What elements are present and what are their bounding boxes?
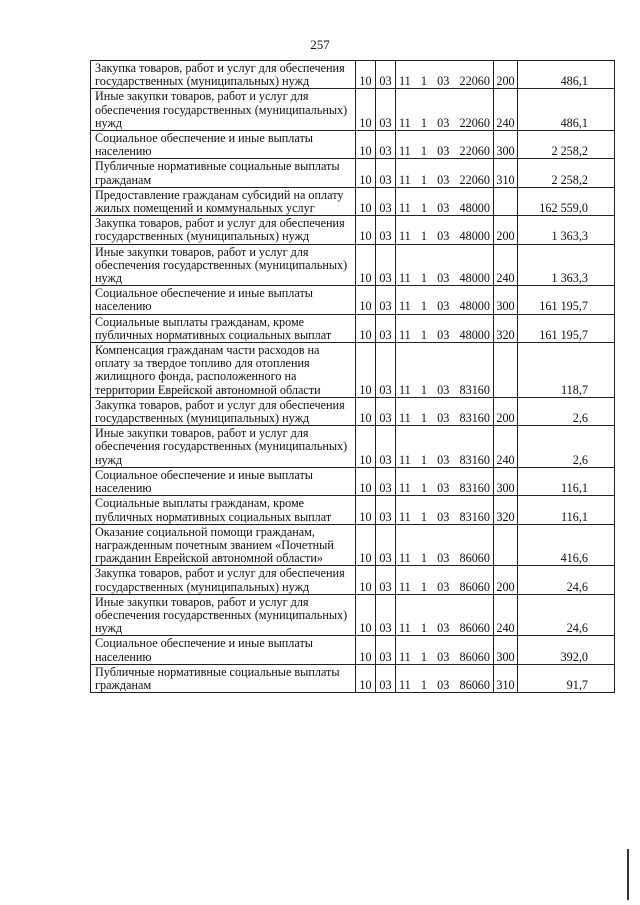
table-row xyxy=(91,594,615,636)
expense-name: Закупка товаров, работ и услуг для обеспечения государственных (муниципальных) нужд xyxy=(91,566,356,594)
target-article-parts xyxy=(399,454,491,467)
amount-value: 1 363,3 xyxy=(518,244,615,286)
subsection-code: 03 xyxy=(376,566,396,594)
table-row xyxy=(91,286,615,314)
section-code: 10 xyxy=(356,343,376,398)
target-article-parts xyxy=(399,145,491,158)
amount-value: 162 559,0 xyxy=(518,187,615,215)
target-article-part: 11 xyxy=(399,201,411,216)
target-article-parts xyxy=(399,511,491,524)
subsection-code: 03 xyxy=(376,496,396,524)
expense-type-code xyxy=(494,343,518,398)
amount-value: 486,1 xyxy=(518,89,615,131)
target-article-part: 1 xyxy=(420,229,427,244)
target-article-part: 03 xyxy=(437,649,450,664)
table-row xyxy=(91,467,615,495)
section-code: 10 xyxy=(356,216,376,244)
target-article-part: 03 xyxy=(437,229,450,244)
expense-type-code: 300 xyxy=(494,286,518,314)
expense-type-code: 320 xyxy=(494,496,518,524)
target-article-parts xyxy=(399,679,491,692)
target-article-part: 03 xyxy=(437,481,450,496)
table-row xyxy=(91,343,615,398)
target-article-code xyxy=(396,159,494,187)
target-article-part: 03 xyxy=(437,327,450,342)
table-row xyxy=(91,426,615,468)
target-article-part: 1 xyxy=(420,677,427,692)
target-article-part: 1 xyxy=(420,649,427,664)
target-article-part: 22060 xyxy=(459,115,490,130)
target-article-part: 1 xyxy=(420,299,427,314)
section-code: 10 xyxy=(356,524,376,566)
target-article-part: 11 xyxy=(399,172,411,187)
budget-table xyxy=(90,60,615,693)
target-article-part: 03 xyxy=(437,299,450,314)
subsection-code: 03 xyxy=(376,244,396,286)
subsection-code: 03 xyxy=(376,636,396,664)
table-row xyxy=(91,566,615,594)
target-article-code xyxy=(396,343,494,398)
expense-name: Социальные выплаты гражданам, кроме публичных нормативных социальных выплат xyxy=(91,496,356,524)
target-article-code xyxy=(396,594,494,636)
subsection-code: 03 xyxy=(376,343,396,398)
target-article-part: 1 xyxy=(420,411,427,426)
expense-name: Компенсация гражданам части расходов на оплату за твердое топливо для отопления жилищного фонда, расположенного на территории Еврейской автономной области xyxy=(91,343,356,398)
section-code: 10 xyxy=(356,159,376,187)
amount-value: 91,7 xyxy=(518,664,615,692)
target-article-part: 1 xyxy=(420,115,427,130)
amount-value: 116,1 xyxy=(518,467,615,495)
expense-type-code: 240 xyxy=(494,89,518,131)
target-article-code xyxy=(396,467,494,495)
target-article-part: 03 xyxy=(437,144,450,159)
budget-table-body xyxy=(91,61,615,693)
target-article-code xyxy=(396,61,494,89)
expense-name: Иные закупки товаров, работ и услуг для обеспечения государственных (муниципальных) нужд xyxy=(91,244,356,286)
target-article-part: 86060 xyxy=(459,579,490,594)
target-article-part: 1 xyxy=(420,327,427,342)
target-article-code xyxy=(396,89,494,131)
expense-type-code: 200 xyxy=(494,61,518,89)
amount-value: 24,6 xyxy=(518,594,615,636)
target-article-parts xyxy=(399,300,491,313)
amount-value: 2,6 xyxy=(518,397,615,425)
amount-value: 2,6 xyxy=(518,426,615,468)
expense-name: Иные закупки товаров, работ и услуг для обеспечения государственных (муниципальных) нужд xyxy=(91,594,356,636)
target-article-code xyxy=(396,426,494,468)
target-article-parts xyxy=(399,482,491,495)
page-number: 257 xyxy=(310,37,330,52)
target-article-code xyxy=(396,496,494,524)
target-article-part: 48000 xyxy=(459,327,490,342)
target-article-part: 03 xyxy=(437,677,450,692)
target-article-part: 1 xyxy=(420,172,427,187)
table-row xyxy=(91,636,615,664)
target-article-parts xyxy=(399,384,491,397)
section-code: 10 xyxy=(356,286,376,314)
expense-type-code: 300 xyxy=(494,467,518,495)
amount-value: 392,0 xyxy=(518,636,615,664)
subsection-code: 03 xyxy=(376,314,396,342)
target-article-part: 86060 xyxy=(459,677,490,692)
expense-name: Социальное обеспечение и иные выплаты населению xyxy=(91,286,356,314)
target-article-part: 22060 xyxy=(459,74,490,89)
table-row xyxy=(91,397,615,425)
subsection-code: 03 xyxy=(376,467,396,495)
subsection-code: 03 xyxy=(376,286,396,314)
table-row xyxy=(91,664,615,692)
amount-value: 416,6 xyxy=(518,524,615,566)
section-code: 10 xyxy=(356,131,376,159)
target-article-part: 03 xyxy=(437,271,450,286)
subsection-code: 03 xyxy=(376,216,396,244)
target-article-part: 86060 xyxy=(459,621,490,636)
target-article-part: 1 xyxy=(420,509,427,524)
subsection-code: 03 xyxy=(376,397,396,425)
target-article-part: 03 xyxy=(437,551,450,566)
target-article-part: 1 xyxy=(420,201,427,216)
target-article-part: 11 xyxy=(399,299,411,314)
expense-name: Социальное обеспечение и иные выплаты населению xyxy=(91,131,356,159)
subsection-code: 03 xyxy=(376,664,396,692)
target-article-code xyxy=(396,286,494,314)
target-article-part: 48000 xyxy=(459,271,490,286)
expense-name: Социальные выплаты гражданам, кроме публичных нормативных социальных выплат xyxy=(91,314,356,342)
target-article-part: 1 xyxy=(420,621,427,636)
target-article-part: 11 xyxy=(399,509,411,524)
target-article-part: 1 xyxy=(420,382,427,397)
subsection-code: 03 xyxy=(376,159,396,187)
amount-value: 24,6 xyxy=(518,566,615,594)
expense-name: Закупка товаров, работ и услуг для обеспечения государственных (муниципальных) нужд xyxy=(91,397,356,425)
target-article-part: 11 xyxy=(399,74,411,89)
section-code: 10 xyxy=(356,187,376,215)
target-article-code xyxy=(396,314,494,342)
target-article-part: 1 xyxy=(420,271,427,286)
target-article-part: 22060 xyxy=(459,144,490,159)
target-article-parts xyxy=(399,581,491,594)
target-article-part: 03 xyxy=(437,74,450,89)
expense-type-code: 200 xyxy=(494,216,518,244)
target-article-part: 11 xyxy=(399,411,411,426)
target-article-part: 48000 xyxy=(459,201,490,216)
target-article-part: 86060 xyxy=(459,551,490,566)
target-article-part: 83160 xyxy=(459,411,490,426)
target-article-part: 1 xyxy=(420,74,427,89)
expense-type-code xyxy=(494,187,518,215)
expense-name: Закупка товаров, работ и услуг для обеспечения государственных (муниципальных) нужд xyxy=(91,216,356,244)
target-article-part: 83160 xyxy=(459,382,490,397)
amount-value: 486,1 xyxy=(518,61,615,89)
table-row xyxy=(91,496,615,524)
target-article-code xyxy=(396,566,494,594)
expense-type-code: 300 xyxy=(494,131,518,159)
table-row xyxy=(91,89,615,131)
expense-name: Закупка товаров, работ и услуг для обеспечения государственных (муниципальных) нужд xyxy=(91,61,356,89)
table-row xyxy=(91,61,615,89)
target-article-parts xyxy=(399,552,491,565)
target-article-part: 11 xyxy=(399,382,411,397)
section-code: 10 xyxy=(356,89,376,131)
amount-value: 118,7 xyxy=(518,343,615,398)
target-article-part: 83160 xyxy=(459,452,490,467)
expense-type-code: 240 xyxy=(494,594,518,636)
target-article-part: 48000 xyxy=(459,229,490,244)
table-row xyxy=(91,524,615,566)
section-code: 10 xyxy=(356,594,376,636)
expense-type-code xyxy=(494,524,518,566)
target-article-part: 03 xyxy=(437,621,450,636)
section-code: 10 xyxy=(356,566,376,594)
amount-value: 161 195,7 xyxy=(518,286,615,314)
table-row xyxy=(91,244,615,286)
section-code: 10 xyxy=(356,314,376,342)
target-article-part: 03 xyxy=(437,579,450,594)
target-article-part: 11 xyxy=(399,621,411,636)
target-article-part: 03 xyxy=(437,411,450,426)
section-code: 10 xyxy=(356,244,376,286)
target-article-part: 11 xyxy=(399,229,411,244)
section-code: 10 xyxy=(356,664,376,692)
target-article-part: 11 xyxy=(399,649,411,664)
expense-type-code: 300 xyxy=(494,636,518,664)
expense-name: Публичные нормативные социальные выплаты гражданам xyxy=(91,159,356,187)
target-article-part: 11 xyxy=(399,452,411,467)
expense-type-code: 240 xyxy=(494,244,518,286)
target-article-part: 1 xyxy=(420,481,427,496)
expense-type-code: 200 xyxy=(494,397,518,425)
amount-value: 2 258,2 xyxy=(518,131,615,159)
subsection-code: 03 xyxy=(376,61,396,89)
subsection-code: 03 xyxy=(376,187,396,215)
subsection-code: 03 xyxy=(376,89,396,131)
target-article-parts xyxy=(399,117,491,130)
target-article-part: 1 xyxy=(420,579,427,594)
target-article-code xyxy=(396,397,494,425)
target-article-code xyxy=(396,187,494,215)
expense-name: Иные закупки товаров, работ и услуг для обеспечения государственных (муниципальных) нужд xyxy=(91,89,356,131)
target-article-part: 03 xyxy=(437,382,450,397)
expense-name: Публичные нормативные социальные выплаты гражданам xyxy=(91,664,356,692)
amount-value: 116,1 xyxy=(518,496,615,524)
expense-type-code: 310 xyxy=(494,664,518,692)
target-article-code xyxy=(396,636,494,664)
expense-name: Иные закупки товаров, работ и услуг для обеспечения государственных (муниципальных) нужд xyxy=(91,426,356,468)
expense-name: Социальное обеспечение и иные выплаты населению xyxy=(91,636,356,664)
expense-name: Предоставление гражданам субсидий на оплату жилых помещений и коммунальных услуг xyxy=(91,187,356,215)
target-article-code xyxy=(396,216,494,244)
table-row xyxy=(91,131,615,159)
target-article-parts xyxy=(399,202,491,215)
target-article-part: 1 xyxy=(420,551,427,566)
margin-mark xyxy=(627,849,629,900)
target-article-part: 03 xyxy=(437,115,450,130)
section-code: 10 xyxy=(356,397,376,425)
target-article-parts xyxy=(399,75,491,88)
section-code: 10 xyxy=(356,61,376,89)
amount-value: 2 258,2 xyxy=(518,159,615,187)
target-article-code xyxy=(396,524,494,566)
target-article-part: 11 xyxy=(399,551,411,566)
target-article-part: 03 xyxy=(437,509,450,524)
target-article-parts xyxy=(399,651,491,664)
target-article-part: 11 xyxy=(399,579,411,594)
target-article-part: 1 xyxy=(420,144,427,159)
subsection-code: 03 xyxy=(376,426,396,468)
target-article-code xyxy=(396,131,494,159)
target-article-parts xyxy=(399,272,491,285)
target-article-parts xyxy=(399,622,491,635)
table-row xyxy=(91,159,615,187)
expense-name: Социальное обеспечение и иные выплаты населению xyxy=(91,467,356,495)
target-article-parts xyxy=(399,412,491,425)
table-row xyxy=(91,187,615,215)
section-code: 10 xyxy=(356,636,376,664)
subsection-code: 03 xyxy=(376,131,396,159)
target-article-parts xyxy=(399,174,491,187)
section-code: 10 xyxy=(356,467,376,495)
amount-value: 161 195,7 xyxy=(518,314,615,342)
subsection-code: 03 xyxy=(376,594,396,636)
table-row xyxy=(91,314,615,342)
target-article-part: 11 xyxy=(399,481,411,496)
expense-type-code: 320 xyxy=(494,314,518,342)
target-article-part: 11 xyxy=(399,144,411,159)
target-article-part: 11 xyxy=(399,327,411,342)
target-article-part: 48000 xyxy=(459,299,490,314)
expense-name: Оказание социальной помощи гражданам, награжденным почетным званием «Почетный гражданин Еврейской автономной области» xyxy=(91,524,356,566)
target-article-parts xyxy=(399,329,491,342)
expense-type-code: 240 xyxy=(494,426,518,468)
section-code: 10 xyxy=(356,426,376,468)
target-article-part: 03 xyxy=(437,172,450,187)
target-article-part: 11 xyxy=(399,271,411,286)
amount-value: 1 363,3 xyxy=(518,216,615,244)
subsection-code: 03 xyxy=(376,524,396,566)
target-article-code xyxy=(396,664,494,692)
target-article-part: 83160 xyxy=(459,481,490,496)
target-article-parts xyxy=(399,230,491,243)
target-article-part: 22060 xyxy=(459,172,490,187)
target-article-part: 03 xyxy=(437,452,450,467)
target-article-part: 11 xyxy=(399,677,411,692)
target-article-code xyxy=(396,244,494,286)
target-article-part: 83160 xyxy=(459,509,490,524)
target-article-part: 1 xyxy=(420,452,427,467)
expense-type-code: 200 xyxy=(494,566,518,594)
target-article-part: 03 xyxy=(437,201,450,216)
expense-type-code: 310 xyxy=(494,159,518,187)
table-row xyxy=(91,216,615,244)
target-article-part: 11 xyxy=(399,115,411,130)
target-article-part: 86060 xyxy=(459,649,490,664)
section-code: 10 xyxy=(356,496,376,524)
